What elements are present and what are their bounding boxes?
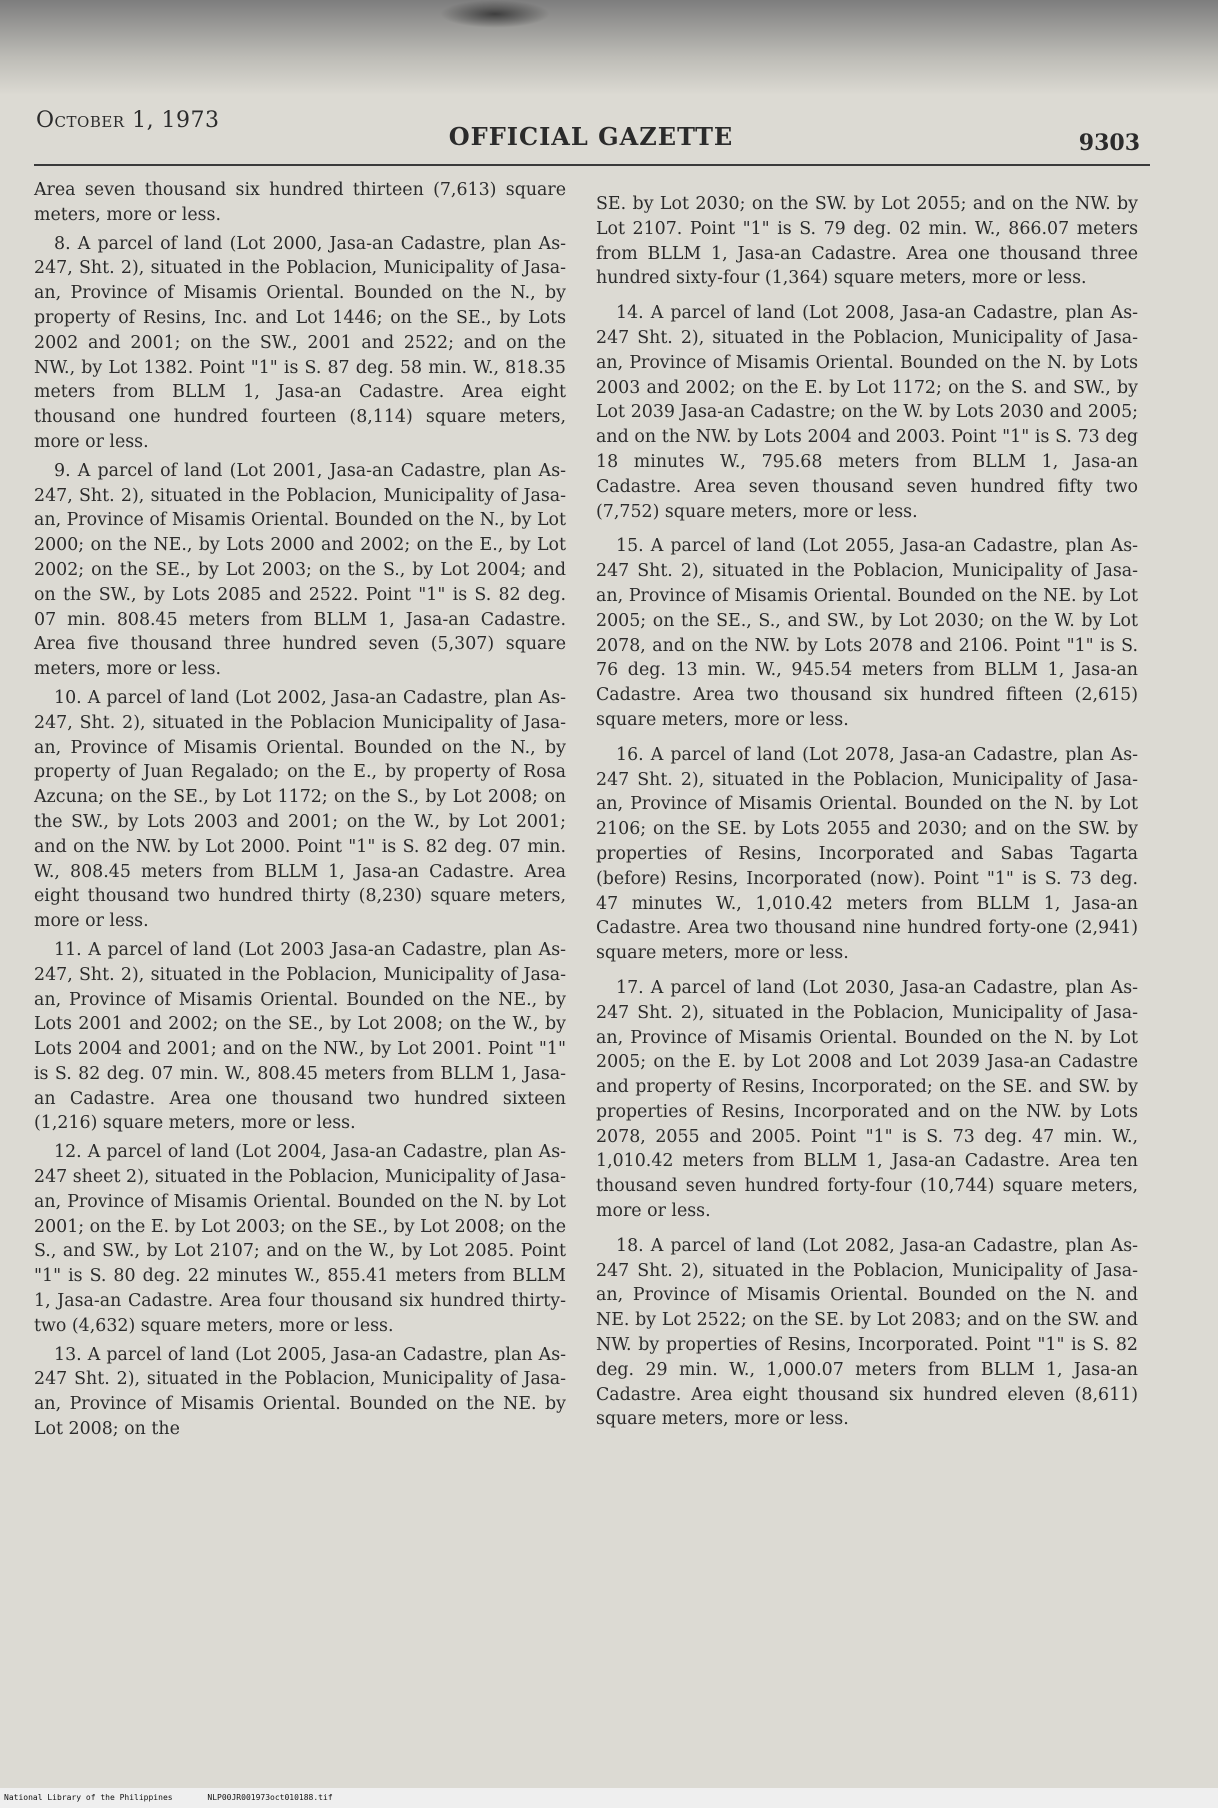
paragraph: 13. A parcel of land (Lot 2005, Jasa-an Cadastre, plan As-247 Sht. 2), situated in the Poblacion, Municipality of Jasa-an, Province of Misamis Oriental. Bounded on the NE. by Lot 2008; on the [34,1344,566,1440]
page-header [36,108,1146,158]
header-rule [34,164,1150,166]
issue-date: October 1, 1973 [36,108,220,133]
paragraph: Area seven thousand six hundred thirteen (7,613) square meters, more or less. [34,180,566,225]
paragraph: 14. A parcel of land (Lot 2008, Jasa-an Cadastre, plan As-247 Sht. 2), situated in the Poblacion, Municipality of Jasa-an, Province of Misamis Oriental. Bounded on the N. by Lots 2003 and 2002; on the E. by Lot 1172; on the S. and SW., by Lot 2039 Jasa-an Cadastre; on the W. by Lots 2030 and 2005; and on the NW. by Lots 2004 and 2003. Point "1" is S. 73 deg 18 minutes W., 795.68 meters from BLLM 1, Jasa-an Cadastre. Area seven thousand seven hundred fifty two (7,752) square meters, more or less. [596,303,1138,522]
paragraph: 17. A parcel of land (Lot 2030, Jasa-an Cadastre, plan As-247 Sht. 2), situated in the Poblacion, Municipality of Jasa-an, Province of Misamis Oriental. Bounded on the N. by Lot 2005; on the E. by Lot 2008 and Lot 2039 Jasa-an Cadastre and property of Resins, Incorporated; on the SE. and SW. by properties of Resins, Incorporated and on the NW. by Lots 2078, 2055 and 2005. Point "1" is S. 73 deg. 47 min. W., 1,010.42 meters from BLLM 1, Jasa-an Cadastre. Area ten thousand seven hundred forty-four (10,744) square meters, more or less. [596,977,1138,1222]
paragraph: 8. A parcel of land (Lot 2000, Jasa-an Cadastre, plan As-247, Sht. 2), situated in the Poblacion, Municipality of Jasa-an, Province of Misamis Oriental. Bounded on the N., by property of Resins, Inc. and Lot 1446; on the SE., by Lots 2002 and 2001; on the SW., 2001 and 2522; and on the NW., by Lot 1382. Point "1" is S. 87 deg. 58 min. W., 818.35 meters from BLLM 1, Jasa-an Cadastre. Area eight thousand one hundred fourteen (8,114) square meters, more or less. [34,233,566,452]
paragraph: SE. by Lot 2030; on the SW. by Lot 2055; and on the NW. by Lot 2107. Point "1" is S. 79 deg. 02 min. W., 866.07 meters from BLLM 1, Jasa-an Cadastre. Area one thousand three hundred sixty-four (1,364) square meters, more or less. [596,194,1138,289]
paragraph: 9. A parcel of land (Lot 2001, Jasa-an Cadastre, plan As-247, Sht. 2), situated in the Poblacion, Municipality of Jasa-an, Province of Misamis Oriental. Bounded on the N., by Lot 2000; on the NE., by Lots 2000 and 2002; on the E., by Lot 2002; on the SE., by Lot 2003; on the S., by Lot 2004; and on the SW., by Lots 2085 and 2522. Point "1" is S. 82 deg. 07 min. 808.45 meters from BLLM 1, Jasa-an Cadastre. Area five thousand three hundred seven (5,307) square meters, more or less. [34,460,566,680]
right-column [596,192,1138,1442]
paragraph: 15. A parcel of land (Lot 2055, Jasa-an Cadastre, plan As-247 Sht. 2), situated in the Poblacion, Municipality of Jasa-an, Province of Misamis Oriental. Bounded on the NE. by Lot 2005; on the SE., S., and SW., by Lot 2030; on the W. by Lot 2078, and on the NW. by Lots 2078 and 2106. Point "1" is S. 76 deg. 13 min. W., 945.54 meters from BLLM 1, Jasa-an Cadastre. Area two thousand six hundred fifteen (2,615) square meters, more or less. [596,536,1138,730]
scan-filename: NLP00JR001973oct010188.tif [207,1793,333,1802]
scan-footer [0,1788,1218,1808]
left-column [34,178,566,1446]
publication-title: OFFICIAL GAZETTE [448,122,734,151]
paragraph: 12. A parcel of land (Lot 2004, Jasa-an Cadastre, plan As-247 sheet 2), situated in the Poblacion, Municipality of Jasa-an, Province of Misamis Oriental. Bounded on the N. by Lot 2001; on the E. by Lot 2003; on the SE., by Lot 2008; on the S., and SW., by Lot 2107; and on the W., by Lot 2085. Point "1" is S. 80 deg. 22 minutes W., 855.41 meters from BLLM 1, Jasa-an Cadastre. Area four thousand six hundred thirty-two (4,632) square meters, more or less. [34,1142,567,1336]
page-number: 9303 [1078,130,1140,156]
paragraph: 11. A parcel of land (Lot 2003 Jasa-an Cadastre, plan As-247, Sht. 2), situated in the Poblacion, Municipality of Jasa-an, Province of Misamis Oriental. Bounded on the NE., by Lots 2001 and 2002; on the SE., by Lot 2008; on the W., by Lots 2004 and 2001; and on the NW., by Lot 2001. Point "1" is S. 82 deg. 07 min. W., 808.45 meters from BLLM 1, Jasa-an Cadastre. Area one thousand two hundred sixteen (1,216) square meters, more or less. [34,939,566,1134]
paragraph: 18. A parcel of land (Lot 2082, Jasa-an Cadastre, plan As-247 Sht. 2), situated in the Poblacion, Municipality of Jasa-an, Province of Misamis Oriental. Bounded on the N. and NE. by Lot 2522; on the SE. by Lot 2083; and on the SW. and NW. by properties of Resins, Incorporated. Point "1" is S. 82 deg. 29 min. W., 1,000.07 meters from BLLM 1, Jasa-an Cadastre. Area eight thousand six hundred eleven (8,611) square meters, more or less. [596,1235,1138,1430]
paragraph: 10. A parcel of land (Lot 2002, Jasa-an Cadastre, plan As-247, Sht. 2), situated in the Poblacion Municipality of Jasa-an, Province of Misamis Oriental. Bounded on the N., by property of Juan Regalado; on the E., by property of Rosa Azcuna; on the SE., by Lot 1172; on the S., by Lot 2008; on the SW., by Lots 2003 and 2001; on the W., by Lot 2001; and on the NW. by Lot 2000. Point "1" is S. 82 deg. 07 min. W., 808.45 meters from BLLM 1, Jasa-an Cadastre. Area eight thousand two hundred thirty (8,230) square meters, more or less. [34,687,566,932]
paragraph: 16. A parcel of land (Lot 2078, Jasa-an Cadastre, plan As-247 Sht. 2), situated in the Poblacion, Municipality of Jasa-an, Province of Misamis Oriental. Bounded on the N. by Lot 2106; on the SE. by Lots 2055 and 2030; and on the SW. by properties of Resins, Incorporated and Sabas Tagarta (before) Resins, Incorporated (now). Point "1" is S. 73 deg. 47 minutes W., 1,010.42 meters from BLLM 1, Jasa-an Cadastre. Area two thousand nine hundred forty-one (2,941) square meters, more or less. [596,744,1138,964]
library-credit: National Library of the Philippines [4,1793,173,1802]
